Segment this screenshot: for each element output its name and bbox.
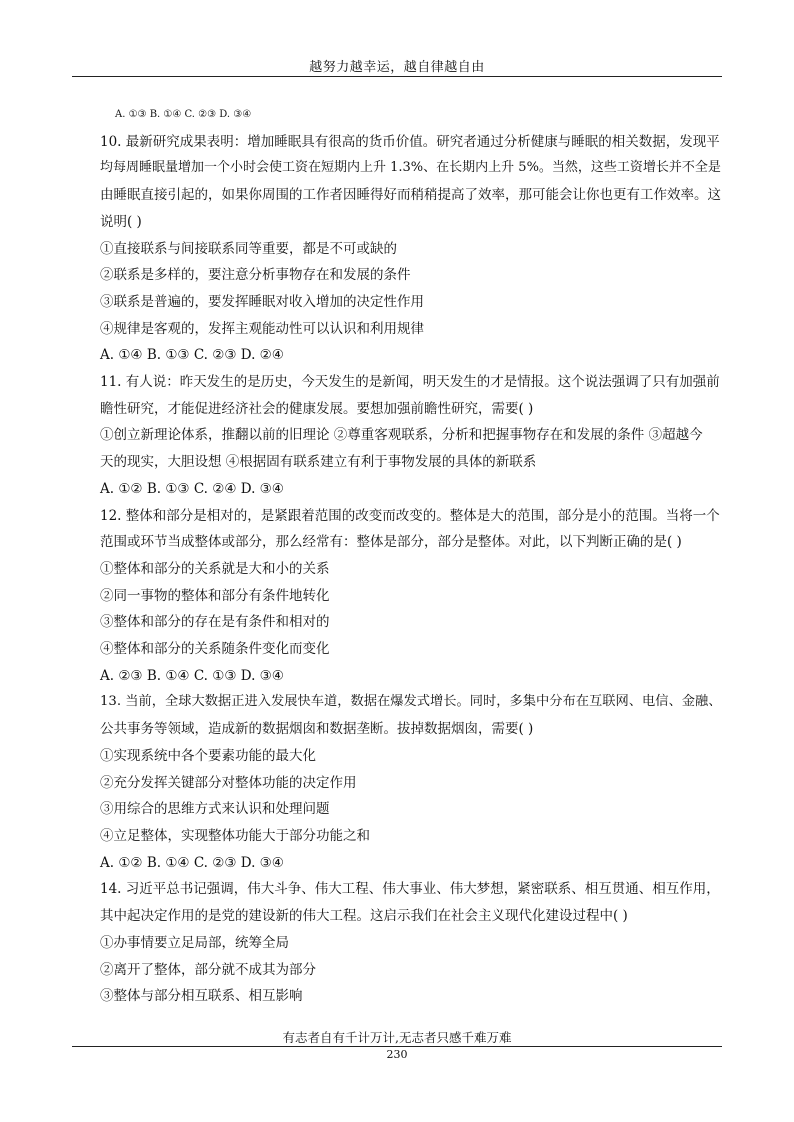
text-line: ④规律是客观的，发挥主观能动性可以认识和利用规律 (100, 320, 424, 337)
footer-divider (72, 1046, 722, 1047)
text-line: ③整体与部分相互联系、相互影响 (100, 988, 303, 1005)
text-line: 范围或环节当成整体或部分，那么经常有：整体是部分，部分是整体。对此，以下判断正确的是( ) (100, 534, 682, 551)
text-line: ①实现系统中各个要素功能的最大化 (100, 747, 316, 764)
page-footer-motto: 有志者自有千计万计,无志者只感千难万难 (282, 1030, 512, 1045)
text-line: ②离开了整体，部分就不成其为部分 (100, 961, 316, 978)
text-line: 11. 有人说：昨天发生的是历史，今天发生的是新闻，明天发生的才是情报。这个说法强调了只有加强前 (100, 374, 720, 391)
text-line: ②联系是多样的，要注意分析事物存在和发展的条件 (100, 267, 411, 284)
text-line: ③用综合的思维方式来认识和处理问题 (100, 801, 330, 818)
text-line: ①整体和部分的关系就是大和小的关系 (100, 560, 330, 577)
text-line: A. ①④ B. ①③ C. ②③ D. ②④ (100, 347, 284, 364)
text-line: 13. 当前，全球大数据正进入发展快车道，数据在爆发式增长。同时，多集中分布在互联网、电信、金融、 (100, 694, 722, 710)
text-line: 说明( ) (100, 213, 142, 230)
text-line: ④立足整体，实现整体功能大于部分功能之和 (100, 827, 370, 844)
text-line: ④整体和部分的关系随条件变化而变化 (100, 641, 330, 658)
text-line: A. ①② B. ①③ C. ②④ D. ③④ (100, 480, 284, 497)
text-line: ①直接联系与间接联系同等重要，都是不可或缺的 (100, 240, 397, 257)
text-line: 瞻性研究，才能促进经济社会的健康发展。要想加强前瞻性研究，需要( ) (100, 400, 534, 417)
text-line: 公共事务等领域，造成新的数据烟囱和数据垄断。拔掉数据烟囱，需要( ) (100, 721, 534, 738)
page-header-motto: 越努力越幸运，越自律越自由 (309, 60, 485, 75)
text-line: ②充分发挥关键部分对整体功能的决定作用 (100, 774, 357, 791)
text-line: 其中起决定作用的是党的建设新的伟大工程。这启示我们在社会主义现代化建设过程中( ) (100, 908, 628, 925)
text-line: 天的现实，大胆设想 ④根据固有联系建立有利于事物发展的具体的新联系 (100, 454, 537, 471)
text-line: 12. 整体和部分是相对的，是紧跟着范围的改变而改变的。整体是大的范围，部分是小的范围。当将一个 (100, 507, 720, 524)
header-divider (72, 76, 722, 77)
document-body (100, 102, 722, 1010)
text-line: ③整体和部分的存在是有条件和相对的 (100, 614, 330, 631)
text-line: 由睡眠直接引起的，如果你周围的工作者因睡得好而稍稍提高了效率，那可能会让你也更有工作效率。这 (100, 187, 721, 204)
text-line: ①创立新理论体系，推翻以前的旧理论 ②尊重客观联系，分析和把握事物存在和发展的条件 ③超越今 (100, 427, 703, 444)
text-line: 10. 最新研究成果表明：增加睡眠具有很高的货币价值。研究者通过分析健康与睡眠的相关数据，发现平 (100, 133, 720, 150)
text-line: A. ①② B. ①④ C. ②③ D. ③④ (100, 854, 284, 871)
text-line: ①办事情要立足局部，统筹全局 (100, 934, 289, 951)
text-line: ③联系是普遍的，要发挥睡眠对收入增加的决定性作用 (100, 293, 424, 310)
text-line: 14. 习近平总书记强调，伟大斗争、伟大工程、伟大事业、伟大梦想，紧密联系、相互贯通、相互作用， (100, 881, 720, 898)
text-line: ②同一事物的整体和部分有条件地转化 (100, 587, 330, 604)
text-line: A. ①③ B. ①④ C. ②③ D. ③④ (115, 109, 252, 120)
text-line: A. ②③ B. ①④ C. ①③ D. ③④ (100, 667, 284, 684)
page-number: 230 (386, 1048, 408, 1061)
text-line: 均每周睡眠量增加一个小时会使工资在短期内上升 1.3%、在长期内上升 5%。当然，这些工资增长并不全是 (100, 160, 721, 176)
